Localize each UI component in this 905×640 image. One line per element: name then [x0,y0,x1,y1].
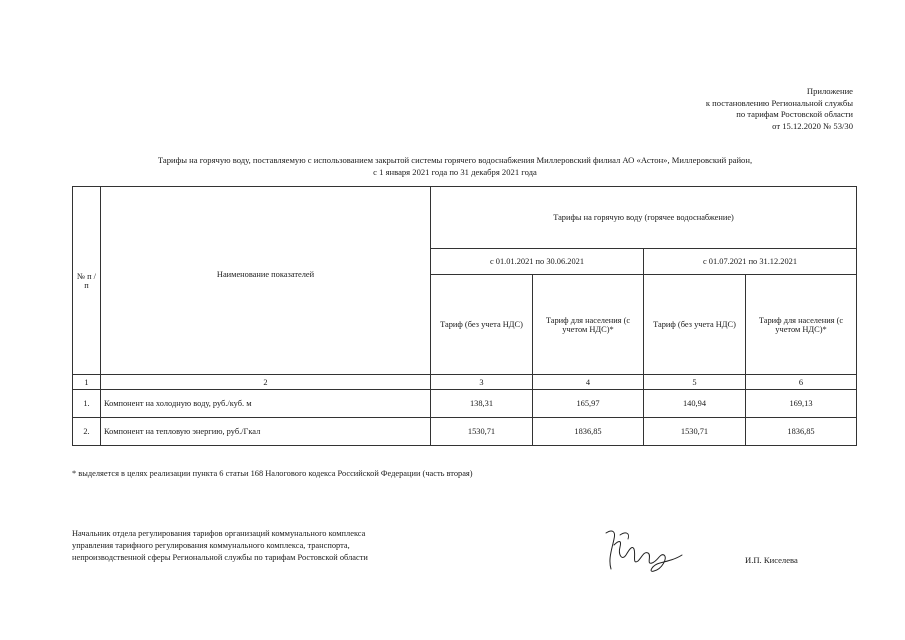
footnote: * выделяется в целях реализации пункта 6 статьи 168 Налогового кодекса Российской Федерации (часть вторая) [72,469,473,478]
title-line-1: Тарифы на горячую воду, поставляемую с использованием закрытой системы горячего водоснабжения Миллеровский филиал АО «Астон», Миллеровский район, [157,155,753,165]
header-name: Наименование показателей [101,187,431,375]
table-row [73,418,857,446]
appendix-line: от 15.12.2020 № 53/30 [772,120,853,131]
row-value: 138,31 [431,390,533,418]
col-number: 3 [431,375,533,390]
col-number: 2 [101,375,431,390]
header-tariff-pop-vat: Тариф для населения (с учетом НДС)* [533,275,644,375]
row-value: 140,94 [644,390,746,418]
row-value: 169,13 [746,390,857,418]
position-line: Начальник отдела регулирования тарифов организаций коммунального комплекса [72,529,366,538]
row-num: 1. [73,390,101,418]
position-line: управления тарифного регулирования коммунального комплекса, транспорта, [72,540,350,550]
row-value: 1530,71 [431,418,533,446]
header-period-1: с 01.01.2021 по 30.06.2021 [431,249,644,275]
row-value: 1836,85 [533,418,644,446]
header-tariff-pop-vat: Тариф для населения (с учетом НДС)* [746,275,857,375]
position-line: непроизводственной сферы Региональной службы по тарифам Ростовской области [72,552,368,562]
header-num: № п /п [73,187,101,375]
col-number: 6 [746,375,857,390]
row-num: 2. [73,418,101,446]
row-value: 1836,85 [746,418,857,446]
col-number: 4 [533,375,644,390]
header-tariff-no-vat: Тариф (без учета НДС) [644,275,746,375]
handwritten-signature [602,525,684,575]
row-name: Компонент на холодную воду, руб./куб. м [101,390,431,418]
appendix-line: по тарифам Ростовской области [736,109,853,120]
col-number: 1 [73,375,101,390]
row-value: 1530,71 [644,418,746,446]
appendix-header [706,86,853,132]
column-number-row [73,375,857,390]
signatory-position [72,528,368,563]
header-group: Тарифы на горячую воду (горячее водоснабжение) [431,187,857,249]
appendix-line: Приложение [806,86,853,96]
header-period-2: с 01.07.2021 по 31.12.2021 [644,249,857,275]
signatory-name: И.П. Киселева [745,555,798,565]
table-row [73,390,857,418]
tariff-table [72,186,857,446]
header-row-group [73,187,857,249]
col-number: 5 [644,375,746,390]
row-value: 165,97 [533,390,644,418]
appendix-line: к постановлению Региональной службы [705,97,853,108]
document-title [60,155,850,178]
title-line-2: с 1 января 2021 года по 31 декабря 2021 года [373,166,537,177]
header-tariff-no-vat: Тариф (без учета НДС) [431,275,533,375]
row-name: Компонент на тепловую энергию, руб./Гкал [101,418,431,446]
